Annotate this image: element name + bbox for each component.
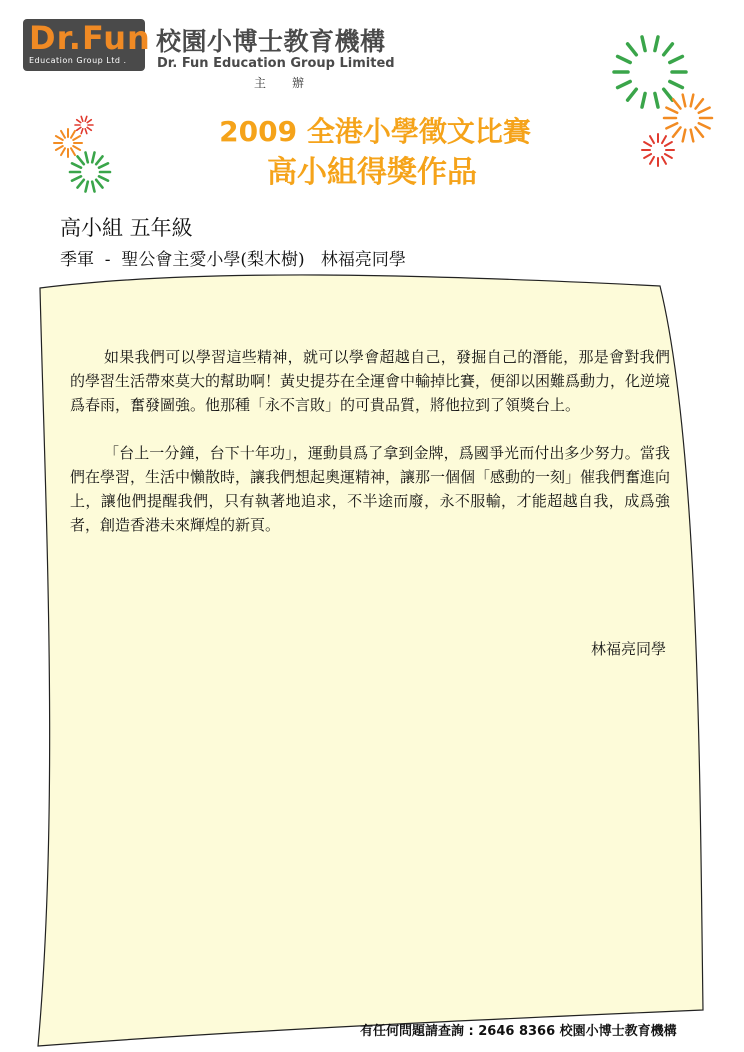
firework-ray bbox=[655, 93, 658, 107]
award-line: 季軍 - 聖公會主愛小學(梨木樹) 林福亮同學 bbox=[60, 250, 406, 270]
firework-ray bbox=[670, 82, 683, 88]
firework-ray bbox=[664, 44, 673, 55]
firework-ray bbox=[664, 89, 673, 100]
firework-ray bbox=[618, 82, 631, 88]
organization-name-chinese: 校園小博士教育機構 bbox=[156, 27, 386, 56]
organization-name-english: Dr. Fun Education Group Limited bbox=[157, 56, 395, 71]
essay-body bbox=[70, 345, 670, 561]
firework-ray bbox=[642, 37, 645, 51]
contact-footer: 有任何問題請查詢 : 2646 8366 校園小博士教育機構 bbox=[360, 1024, 677, 1039]
dr-fun-logo bbox=[23, 19, 151, 71]
essay-paragraph-1: 如果我們可以學習這些精神，就可以學會超越自己，發掘自己的潛能，那是會對我們的學習生活帶來莫大的幫助啊！黃史提芬在全運會中輸掉比賽，便卻以困難爲動力，化逆境爲春雨，奮發圖強。他那種「永不言敗」的可貴品質，將他拉到了領獎台上。 bbox=[70, 348, 671, 414]
firework-ray bbox=[618, 56, 631, 62]
essay-signature: 林福亮同學 bbox=[590, 640, 666, 658]
firework-ray bbox=[699, 108, 710, 113]
firework-ray bbox=[683, 95, 686, 107]
firework-ray bbox=[673, 99, 681, 108]
competition-subtitle: 高小組得獎作品 bbox=[267, 155, 477, 190]
firework-ray bbox=[696, 99, 704, 108]
firework-ray bbox=[691, 95, 694, 107]
competition-title: 2009 全港小學徵文比賽 bbox=[219, 115, 531, 148]
logo-subtitle: Education Group Ltd . bbox=[29, 56, 127, 65]
firework-ray bbox=[655, 37, 658, 51]
firework-ray bbox=[628, 44, 637, 55]
firework-ray bbox=[670, 56, 683, 62]
firework-burst-green-large bbox=[614, 37, 686, 107]
organizer-label: 主辦 bbox=[254, 76, 331, 90]
logo-wordmark: Dr.Fun bbox=[29, 19, 151, 57]
firework-ray bbox=[666, 108, 677, 113]
firework-ray bbox=[642, 93, 645, 107]
firework-ray bbox=[628, 89, 637, 100]
grade-heading: 高小組 五年級 bbox=[60, 216, 193, 240]
essay-paragraph-2: 「台上一分鐘，台下十年功」，運動員爲了拿到金牌，爲國爭光而付出多少努力。當我們在學習，生活中懶散時，讓我們想起奧運精神，讓那一個個「感動的一刻」催我們奮進向上，讓他們提醒我們，只有執著地追求，不半途而廢，永不服輸，才能超越自我，成爲強者，創造香港未來輝煌的新頁。 bbox=[70, 444, 671, 534]
